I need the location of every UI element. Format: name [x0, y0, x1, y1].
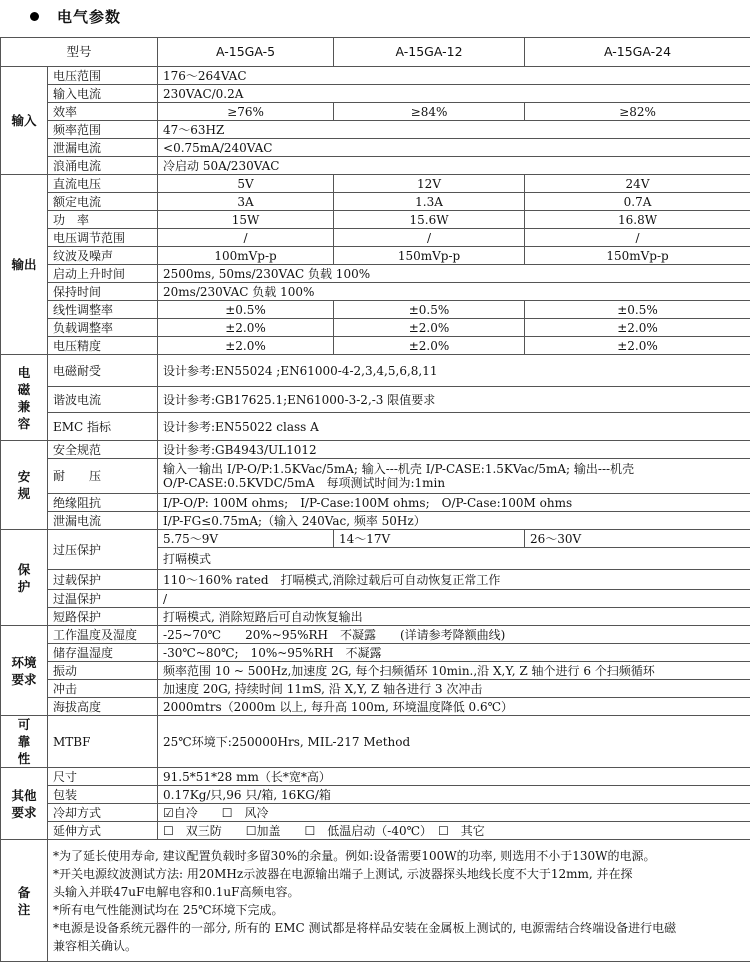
table-row	[1, 247, 750, 265]
row-label: 过载保护	[48, 570, 158, 590]
row-value: 3A	[158, 193, 334, 211]
row-value: ±2.0%	[158, 337, 334, 355]
note-line: *电源是设备系统元器件的一部分, 所有的 EMC 测试都是将样品安装在金属板上测试的, 电源需结合终端设备进行电磁	[53, 920, 677, 935]
row-value: ±0.5%	[525, 301, 750, 319]
note-line: *开关电源纹波测试方法: 用20MHz示波器在电源输出端子上测试, 示波器探头地线长度不大于12mm, 并在探	[53, 866, 633, 881]
row-value: 1.3A	[334, 193, 525, 211]
row-label: 储存温湿度	[48, 644, 158, 662]
row-value: 15.6W	[334, 211, 525, 229]
row-value: 25℃环境下:250000Hrs, MIL-217 Method	[158, 716, 750, 768]
row-value: 15W	[158, 211, 334, 229]
table-row	[1, 698, 750, 716]
row-value: ≥84%	[334, 103, 525, 121]
group-label-other: 其他要求	[1, 768, 48, 840]
row-label: 负载调整率	[48, 319, 158, 337]
table-row	[1, 716, 750, 768]
row-value: 47～63HZ	[158, 121, 750, 139]
table-row	[1, 459, 750, 494]
row-value: -30℃~80℃; 10%~95%RH 不凝露	[158, 644, 750, 662]
model-cell: A-15GA-12	[334, 38, 525, 67]
row-value: I/P-O/P: 100M ohms; I/P-Case:100M ohms; O/P-Case:100M ohms	[158, 494, 750, 512]
table-row	[1, 337, 750, 355]
table-row	[1, 644, 750, 662]
table-row	[1, 103, 750, 121]
row-label: 额定电流	[48, 193, 158, 211]
row-label: 冷却方式	[48, 804, 158, 822]
row-label: 泄漏电流	[48, 139, 158, 157]
row-label: 安全规范	[48, 441, 158, 459]
row-label: 绝缘阻抗	[48, 494, 158, 512]
row-value: 设计参考:EN55022 class A	[158, 413, 750, 441]
row-value: -25~70℃ 20%~95%RH 不凝露 (详请参考降额曲线)	[158, 626, 750, 644]
section-heading	[30, 4, 121, 28]
row-value: 26～30V	[525, 530, 750, 548]
row-label: 纹波及噪声	[48, 247, 158, 265]
row-value: 设计参考:EN55024 ;EN61000-4-2,3,4,5,6,8,11	[158, 355, 750, 387]
row-value: ±2.0%	[334, 337, 525, 355]
row-value: ±0.5%	[158, 301, 334, 319]
row-value: 打嗝模式, 消除短路后可自动恢复输出	[158, 608, 750, 626]
table-row	[1, 804, 750, 822]
table-row	[1, 121, 750, 139]
table-row	[1, 494, 750, 512]
row-value: 2500ms, 50ms/230VAC 负载 100%	[158, 265, 750, 283]
table-row	[1, 530, 750, 548]
table-row	[1, 680, 750, 698]
table-row	[1, 570, 750, 590]
row-label: 线性调整率	[48, 301, 158, 319]
row-label: MTBF	[48, 716, 158, 768]
table-row	[1, 319, 750, 337]
table-row	[1, 768, 750, 786]
row-value: 0.7A	[525, 193, 750, 211]
table-row	[1, 193, 750, 211]
table-row	[1, 590, 750, 608]
row-value: ±2.0%	[334, 319, 525, 337]
table-row	[1, 840, 750, 962]
row-label: 泄漏电流	[48, 512, 158, 530]
row-value: 0.17Kg/只,96 只/箱, 16KG/箱	[158, 786, 750, 804]
row-label: 包装	[48, 786, 158, 804]
table-row	[1, 387, 750, 413]
table-row	[1, 157, 750, 175]
table-row	[1, 265, 750, 283]
row-label: 浪涌电流	[48, 157, 158, 175]
row-label: 海拔高度	[48, 698, 158, 716]
withstand-line: 输入一输出 I/P-O/P:1.5KVac/5mA; 输入---机壳 I/P-CASE:1.5KVac/5mA; 输出---机壳	[163, 462, 635, 476]
row-label: 启动上升时间	[48, 265, 158, 283]
note-line: *所有电气性能测试均在 25℃环境下完成。	[53, 902, 284, 917]
table-row	[1, 355, 750, 387]
table-row	[1, 85, 750, 103]
extension-options: ☐ 双三防 ☐加盖 ☐ 低温启动（-40℃） ☐ 其它	[158, 822, 750, 840]
section-title: 电气参数	[57, 7, 122, 26]
group-label-output: 输出	[1, 175, 48, 355]
row-value: ≥76%	[158, 103, 334, 121]
row-label: 短路保护	[48, 608, 158, 626]
table-row	[1, 229, 750, 247]
row-label: 谐波电流	[48, 387, 158, 413]
table-row	[1, 211, 750, 229]
row-value: 设计参考:GB17625.1;EN61000-3-2,-3 限值要求	[158, 387, 750, 413]
notes-cell	[48, 840, 750, 962]
row-value: 14～17V	[334, 530, 525, 548]
row-value: 5.75～9V	[158, 530, 334, 548]
table-row	[1, 67, 750, 85]
row-label: 功 率	[48, 211, 158, 229]
table-row	[1, 626, 750, 644]
row-value: <0.75mA/240VAC	[158, 139, 750, 157]
row-label: 过温保护	[48, 590, 158, 608]
row-label: 电压范围	[48, 67, 158, 85]
row-value: 12V	[334, 175, 525, 193]
row-label: 尺寸	[48, 768, 158, 786]
row-label: 电压精度	[48, 337, 158, 355]
row-label: 电磁耐受	[48, 355, 158, 387]
table-row	[1, 512, 750, 530]
row-value: /	[525, 229, 750, 247]
group-label-environment: 环境要求	[1, 626, 48, 716]
row-value: 100mVp-p	[158, 247, 334, 265]
cooling-options: ☑自冷 ☐ 风冷	[158, 804, 750, 822]
table-row	[1, 822, 750, 840]
row-label: 保持时间	[48, 283, 158, 301]
row-value: 150mVp-p	[334, 247, 525, 265]
row-value: /	[158, 590, 750, 608]
table-row	[1, 175, 750, 193]
table-row	[1, 441, 750, 459]
group-label-input: 输入	[1, 67, 48, 175]
note-line: 兼容相关确认。	[53, 938, 138, 953]
row-label: 工作温度及湿度	[48, 626, 158, 644]
row-value: ±2.0%	[525, 319, 750, 337]
row-label: EMC 指标	[48, 413, 158, 441]
row-value: 设计参考:GB4943/UL1012	[158, 441, 750, 459]
row-label: 频率范围	[48, 121, 158, 139]
model-row	[1, 38, 750, 67]
row-value: 24V	[525, 175, 750, 193]
row-value: I/P-FG≤0.75mA;（输入 240Vac, 频率 50Hz）	[158, 512, 750, 530]
row-label: 冲击	[48, 680, 158, 698]
note-line: 头输入并联47uF电解电容和0.1uF高频电容。	[53, 884, 300, 899]
table-row	[1, 786, 750, 804]
row-value: 加速度 20G, 持续时间 11mS, 沿 X,Y, Z 轴各进行 3 次冲击	[158, 680, 750, 698]
row-label: 输入电流	[48, 85, 158, 103]
group-label-notes: 备注	[1, 840, 48, 962]
row-value: 20ms/230VAC 负载 100%	[158, 283, 750, 301]
group-label-safety: 安规	[1, 441, 48, 530]
row-value: 5V	[158, 175, 334, 193]
group-label-reliability: 可靠性	[1, 716, 48, 768]
table-row	[1, 139, 750, 157]
group-label-protection: 保护	[1, 530, 48, 626]
table-row	[1, 662, 750, 680]
row-value: 110～160% rated 打嗝模式,消除过载后可自动恢复正常工作	[158, 570, 750, 590]
row-value: ≥82%	[525, 103, 750, 121]
row-value: ±2.0%	[158, 319, 334, 337]
row-value: 频率范围 10 ~ 500Hz,加速度 2G, 每个扫频循环 10min.,沿 X,Y, Z 轴个进行 6 个扫频循环	[158, 662, 750, 680]
row-value: 150mVp-p	[525, 247, 750, 265]
model-cell: A-15GA-24	[525, 38, 750, 67]
model-cell: A-15GA-5	[158, 38, 334, 67]
bullet-icon	[30, 12, 39, 21]
row-label: 过压保护	[48, 530, 158, 570]
row-label: 延伸方式	[48, 822, 158, 840]
row-value: 176～264VAC	[158, 67, 750, 85]
note-line: *为了延长使用寿命, 建议配置负载时多留30%的余量。例如:设备需要100W的功率, 则选用不小于130W的电源。	[53, 848, 656, 863]
row-value: ±2.0%	[525, 337, 750, 355]
row-value: ±0.5%	[334, 301, 525, 319]
withstand-line: O/P-CASE:0.5KVDC/5mA 每项测试时间为:1min	[163, 476, 446, 490]
table-row	[1, 413, 750, 441]
row-value: 2000mtrs（2000m 以上, 每升高 100m, 环境温度降低 0.6℃）	[158, 698, 750, 716]
row-value: 打嗝模式	[158, 548, 750, 570]
model-label: 型号	[1, 38, 158, 67]
row-value	[158, 459, 750, 494]
group-label-emc: 电磁兼容	[1, 355, 48, 441]
row-label: 直流电压	[48, 175, 158, 193]
table-row	[1, 301, 750, 319]
table-row	[1, 608, 750, 626]
table-row	[1, 283, 750, 301]
row-value: /	[334, 229, 525, 247]
row-value: 230VAC/0.2A	[158, 85, 750, 103]
row-value: 冷启动 50A/230VAC	[158, 157, 750, 175]
row-label: 电压调节范围	[48, 229, 158, 247]
row-value: 91.5*51*28 mm（长*宽*高）	[158, 768, 750, 786]
electrical-parameters-table	[0, 37, 750, 962]
row-label: 耐 压	[48, 459, 158, 494]
row-label: 效率	[48, 103, 158, 121]
row-value: /	[158, 229, 334, 247]
row-value: 16.8W	[525, 211, 750, 229]
row-label: 振动	[48, 662, 158, 680]
